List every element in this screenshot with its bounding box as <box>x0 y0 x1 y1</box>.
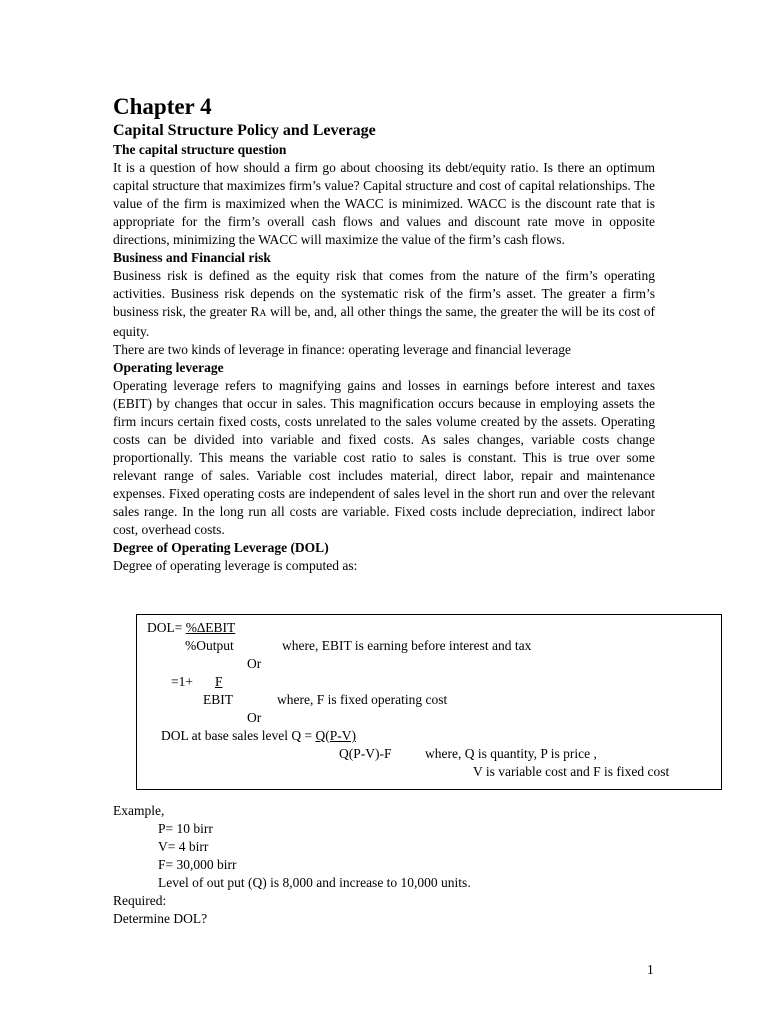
paragraph-leverage-kinds: There are two kinds of leverage in finance: operating leverage and financial leverage <box>113 342 572 357</box>
base-where-quantity: where, Q is quantity, P is price , <box>425 746 597 761</box>
example-heading: Example, <box>113 803 165 818</box>
or-separator-2: Or <box>247 710 262 725</box>
example-variable-cost: V= 4 birr <box>158 839 209 854</box>
chapter-title: Capital Structure Policy and Leverage <box>113 122 376 139</box>
paragraph-business-risk <box>113 267 655 341</box>
subscript-a: A <box>259 309 267 319</box>
or-separator-1: Or <box>247 656 262 671</box>
example-determine: Determine DOL? <box>113 911 208 926</box>
dol-formula-box <box>136 614 722 790</box>
section-heading-dol: Degree of Operating Leverage (DOL) <box>113 540 329 555</box>
alt-where-fixed-cost: where, F is fixed operating cost <box>277 692 448 707</box>
section-heading-operating-leverage: Operating leverage <box>113 360 224 375</box>
base-formula-line <box>161 727 356 745</box>
example-price: P= 10 birr <box>158 821 213 836</box>
example-section <box>113 802 673 928</box>
section-heading-capital-structure: The capital structure question <box>113 142 287 157</box>
paragraph-dol-intro: Degree of operating leverage is computed as: <box>113 558 358 573</box>
base-formula-denominator: Q(P-V)-F <box>339 746 392 761</box>
dol-where-ebit: where, EBIT is earning before interest and tax <box>282 638 532 653</box>
alt-formula-denominator: EBIT <box>203 692 233 707</box>
business-risk-text-b: will be, and, all other things the same, the greater the will be its cost of equity. <box>113 304 655 339</box>
section-heading-business-risk: Business and Financial risk <box>113 250 271 265</box>
dol-label: DOL= <box>147 620 186 635</box>
alt-formula-label: =1+ <box>171 674 193 689</box>
dol-formula-line <box>147 619 235 637</box>
dol-numerator: %∆EBIT <box>185 620 236 635</box>
base-formula-numerator: Q(P-V) <box>315 728 356 743</box>
business-risk-text-a: Business risk is defined as the equity risk that comes from the nature of the firm’s operating activities. Business risk depends on the systematic risk of the firm’s asset. The greater a firm’s business risk, the greater R <box>113 268 655 319</box>
paragraph-operating-leverage: Operating leverage refers to magnifying gains and losses in earnings before interest and taxes (EBIT) by changes that occur in sales. This magnification occurs because in employing assets the firm incurs certain fixed costs, costs unrelated to the sales volume created by the assets. Operating costs can be divided into variable and fixed costs. As sales changes, variable costs change proportionally. This means the variable cost ratio to sales is constant. This is true over some relevant range of sales. Variable cost includes material, direct labor, repair and maintenance expenses. Fixed operating costs are independent of sales level in the short run and over the relevant sales range. In the long run all costs are variable. Fixed costs include depreciation, indirect labor cost, overhead costs. <box>113 378 655 537</box>
example-fixed-cost: F= 30,000 birr <box>158 857 237 872</box>
chapter-heading: Chapter 4 <box>113 94 212 119</box>
example-required: Required: <box>113 893 167 908</box>
main-content <box>113 93 655 575</box>
dol-denominator: %Output <box>185 638 234 653</box>
paragraph-capital-structure: It is a question of how should a firm go about choosing its debt/equity ratio. Is there an optimum capital structure that maximizes firm’s value? Capital structure and cost of capital relationships. The value of the firm is maximized when the WACC is minimized. WACC is the discount rate that is appropriate for the firm’s overall cash flows and values and discount rate move in opposite directions, minimizing the WACC will maximize the value of the firm’s cash flows. <box>113 160 655 247</box>
page-number: 1 <box>647 962 654 977</box>
base-formula-label: DOL at base sales level Q = <box>161 728 316 743</box>
example-output-level: Level of out put (Q) is 8,000 and increase to 10,000 units. <box>158 875 471 890</box>
alt-formula-numerator: F <box>215 674 223 689</box>
base-where-variable-cost: V is variable cost and F is fixed cost <box>473 764 670 779</box>
